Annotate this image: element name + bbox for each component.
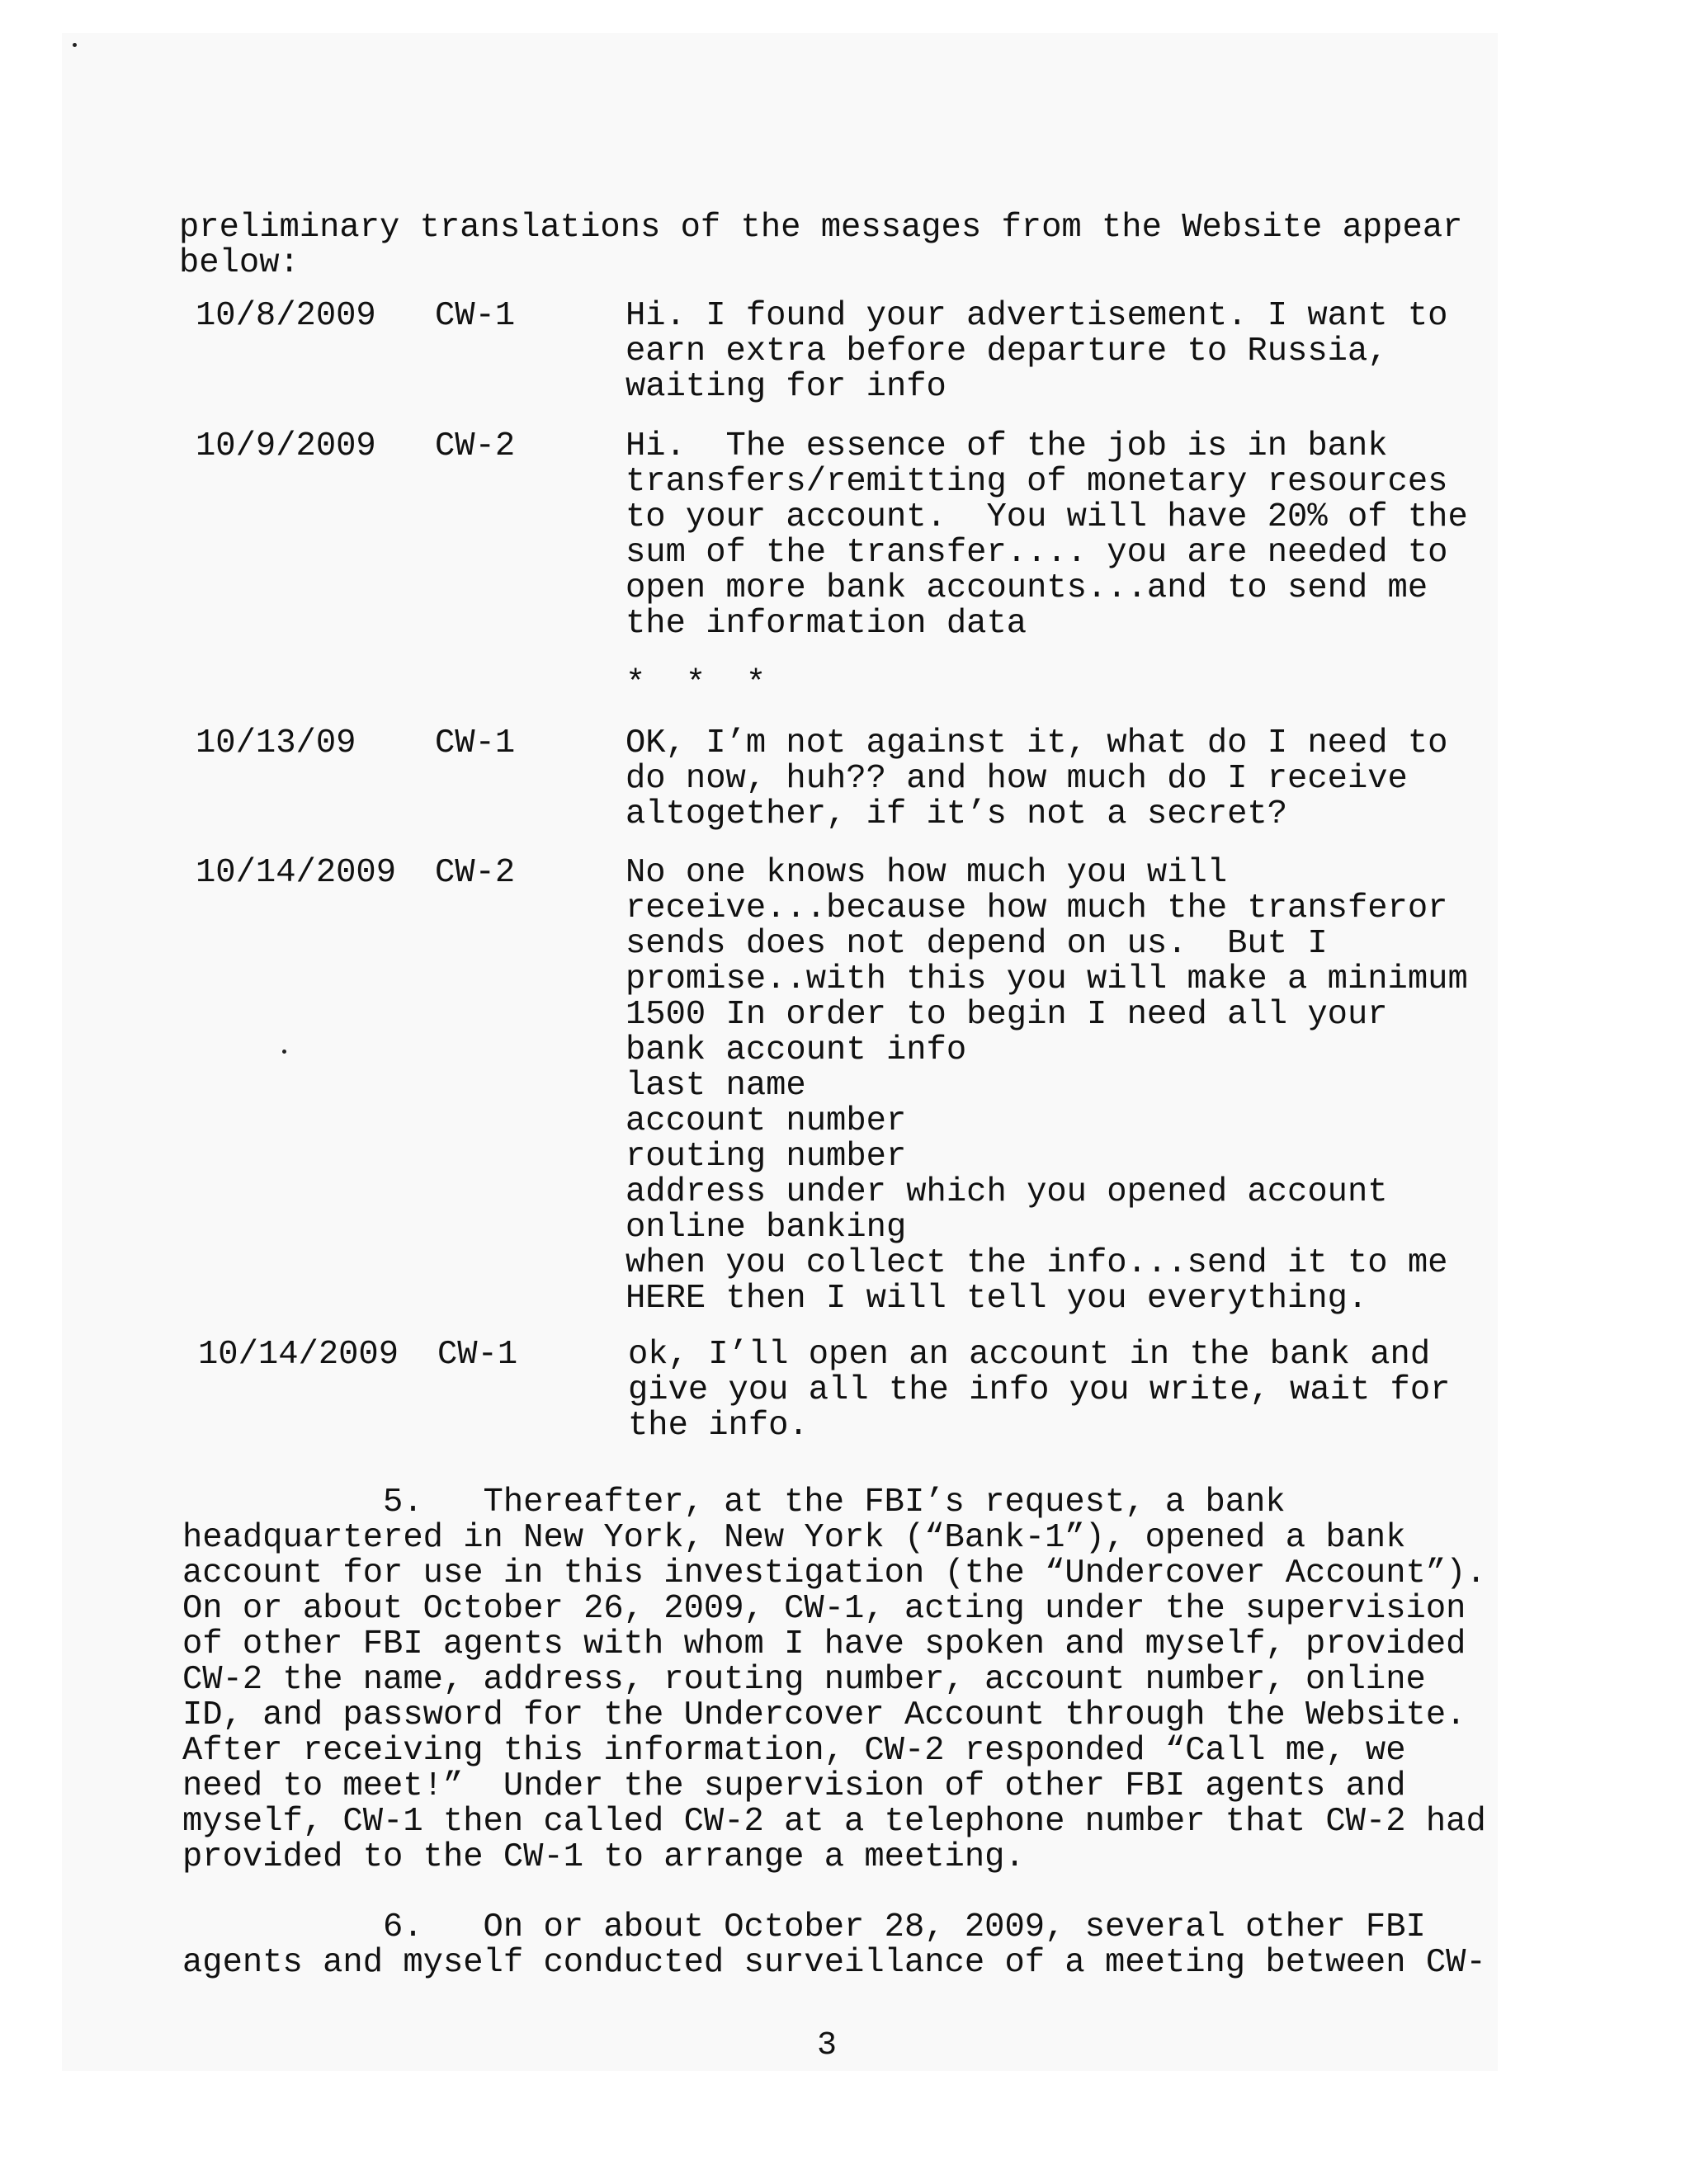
message-text-line: Hi. The essence of the job is in bank [625, 427, 1388, 465]
message-sender: CW-2 [435, 854, 516, 892]
message-text-line: to your account. You will have 20% of the [625, 498, 1468, 536]
message-text-line: ok, I’ll open an account in the bank and [628, 1336, 1431, 1374]
message-date: 10/14/2009 [198, 1336, 399, 1374]
paragraph-5-line: On or about October 26, 2009, CW-1, acting under the supervision [182, 1590, 1466, 1628]
message-text-line: OK, I’m not against it, what do I need to [625, 724, 1448, 762]
message-sender: CW-1 [437, 1336, 518, 1374]
paragraph-5-line: myself, CW-1 then called CW-2 at a telephone number that CW-2 had [182, 1803, 1486, 1841]
paragraph-5-line: After receiving this information, CW-2 responded “Call me, we [182, 1732, 1406, 1770]
scan-speck [73, 43, 77, 47]
paragraph-5-line: need to meet!” Under the supervision of other FBI agents and [182, 1767, 1406, 1805]
message-text-line: earn extra before departure to Russia, [625, 333, 1388, 370]
message-text-line: online banking [625, 1209, 907, 1247]
message-text-line: routing number [625, 1138, 907, 1176]
paragraph-5-line: ID, and password for the Undercover Account through the Website. [182, 1696, 1466, 1734]
paragraph-5-line: 5. Thereafter, at the FBI’s request, a bank [182, 1484, 1286, 1521]
intro-line-2: below: [179, 244, 300, 282]
message-text-line: the information data [625, 605, 1027, 643]
message-text-line: account number [625, 1102, 907, 1140]
message-text-line: Hi. I found your advertisement. I want to [625, 297, 1448, 335]
message-text-line: last name [625, 1067, 806, 1105]
message-text-line: give you all the info you write, wait for [628, 1371, 1451, 1409]
paragraph-5-line: headquartered in New York, New York (“Bank-1”), opened a bank [182, 1519, 1406, 1557]
message-text-line: open more bank accounts...and to send me [625, 569, 1428, 607]
message-text-line: waiting for info [625, 368, 946, 406]
paragraph-6-line: agents and myself conducted surveillance of a meeting between CW- [182, 1944, 1486, 1982]
message-text-line: do now, huh?? and how much do I receive [625, 760, 1408, 798]
message-sender: CW-1 [435, 297, 516, 335]
message-sender: CW-2 [435, 427, 516, 465]
message-text-line: 1500 In order to begin I need all your [625, 996, 1388, 1034]
paragraph-5-line: of other FBI agents with whom I have spoken and myself, provided [182, 1625, 1466, 1663]
paragraph-6-line: 6. On or about October 28, 2009, several other FBI [182, 1908, 1426, 1946]
ellipsis-marker: * * * [625, 665, 767, 703]
message-date: 10/9/2009 [196, 427, 376, 465]
message-text-line: transfers/remitting of monetary resources [625, 463, 1448, 501]
message-text-line: sends does not depend on us. But I [625, 925, 1328, 963]
message-date: 10/13/09 [196, 724, 356, 762]
paragraph-5-line: CW-2 the name, address, routing number, account number, online [182, 1661, 1426, 1699]
message-text-line: promise..with this you will make a minimum [625, 960, 1468, 998]
message-text-line: HERE then I will tell you everything. [625, 1280, 1368, 1318]
message-text-line: receive...because how much the transferor [625, 889, 1448, 927]
message-text-line: address under which you opened account [625, 1173, 1388, 1211]
paragraph-5-line: account for use in this investigation (the “Undercover Account”). [182, 1554, 1486, 1592]
paragraph-5-line: provided to the CW-1 to arrange a meeting. [182, 1838, 1025, 1876]
message-sender: CW-1 [435, 724, 516, 762]
message-text-line: sum of the transfer.... you are needed to [625, 534, 1448, 572]
message-date: 10/8/2009 [196, 297, 376, 335]
message-date: 10/14/2009 [196, 854, 397, 892]
intro-line-1: preliminary translations of the messages from the Website appear [179, 209, 1463, 247]
message-text-line: bank account info [625, 1031, 967, 1069]
message-text-line: altogether, if it’s not a secret? [625, 795, 1288, 833]
message-text-line: when you collect the info...send it to me [625, 1244, 1448, 1282]
scan-speck [282, 1050, 286, 1054]
message-text-line: No one knows how much you will [625, 854, 1228, 892]
message-text-line: the info. [628, 1407, 809, 1445]
page-number: 3 [817, 2027, 838, 2064]
